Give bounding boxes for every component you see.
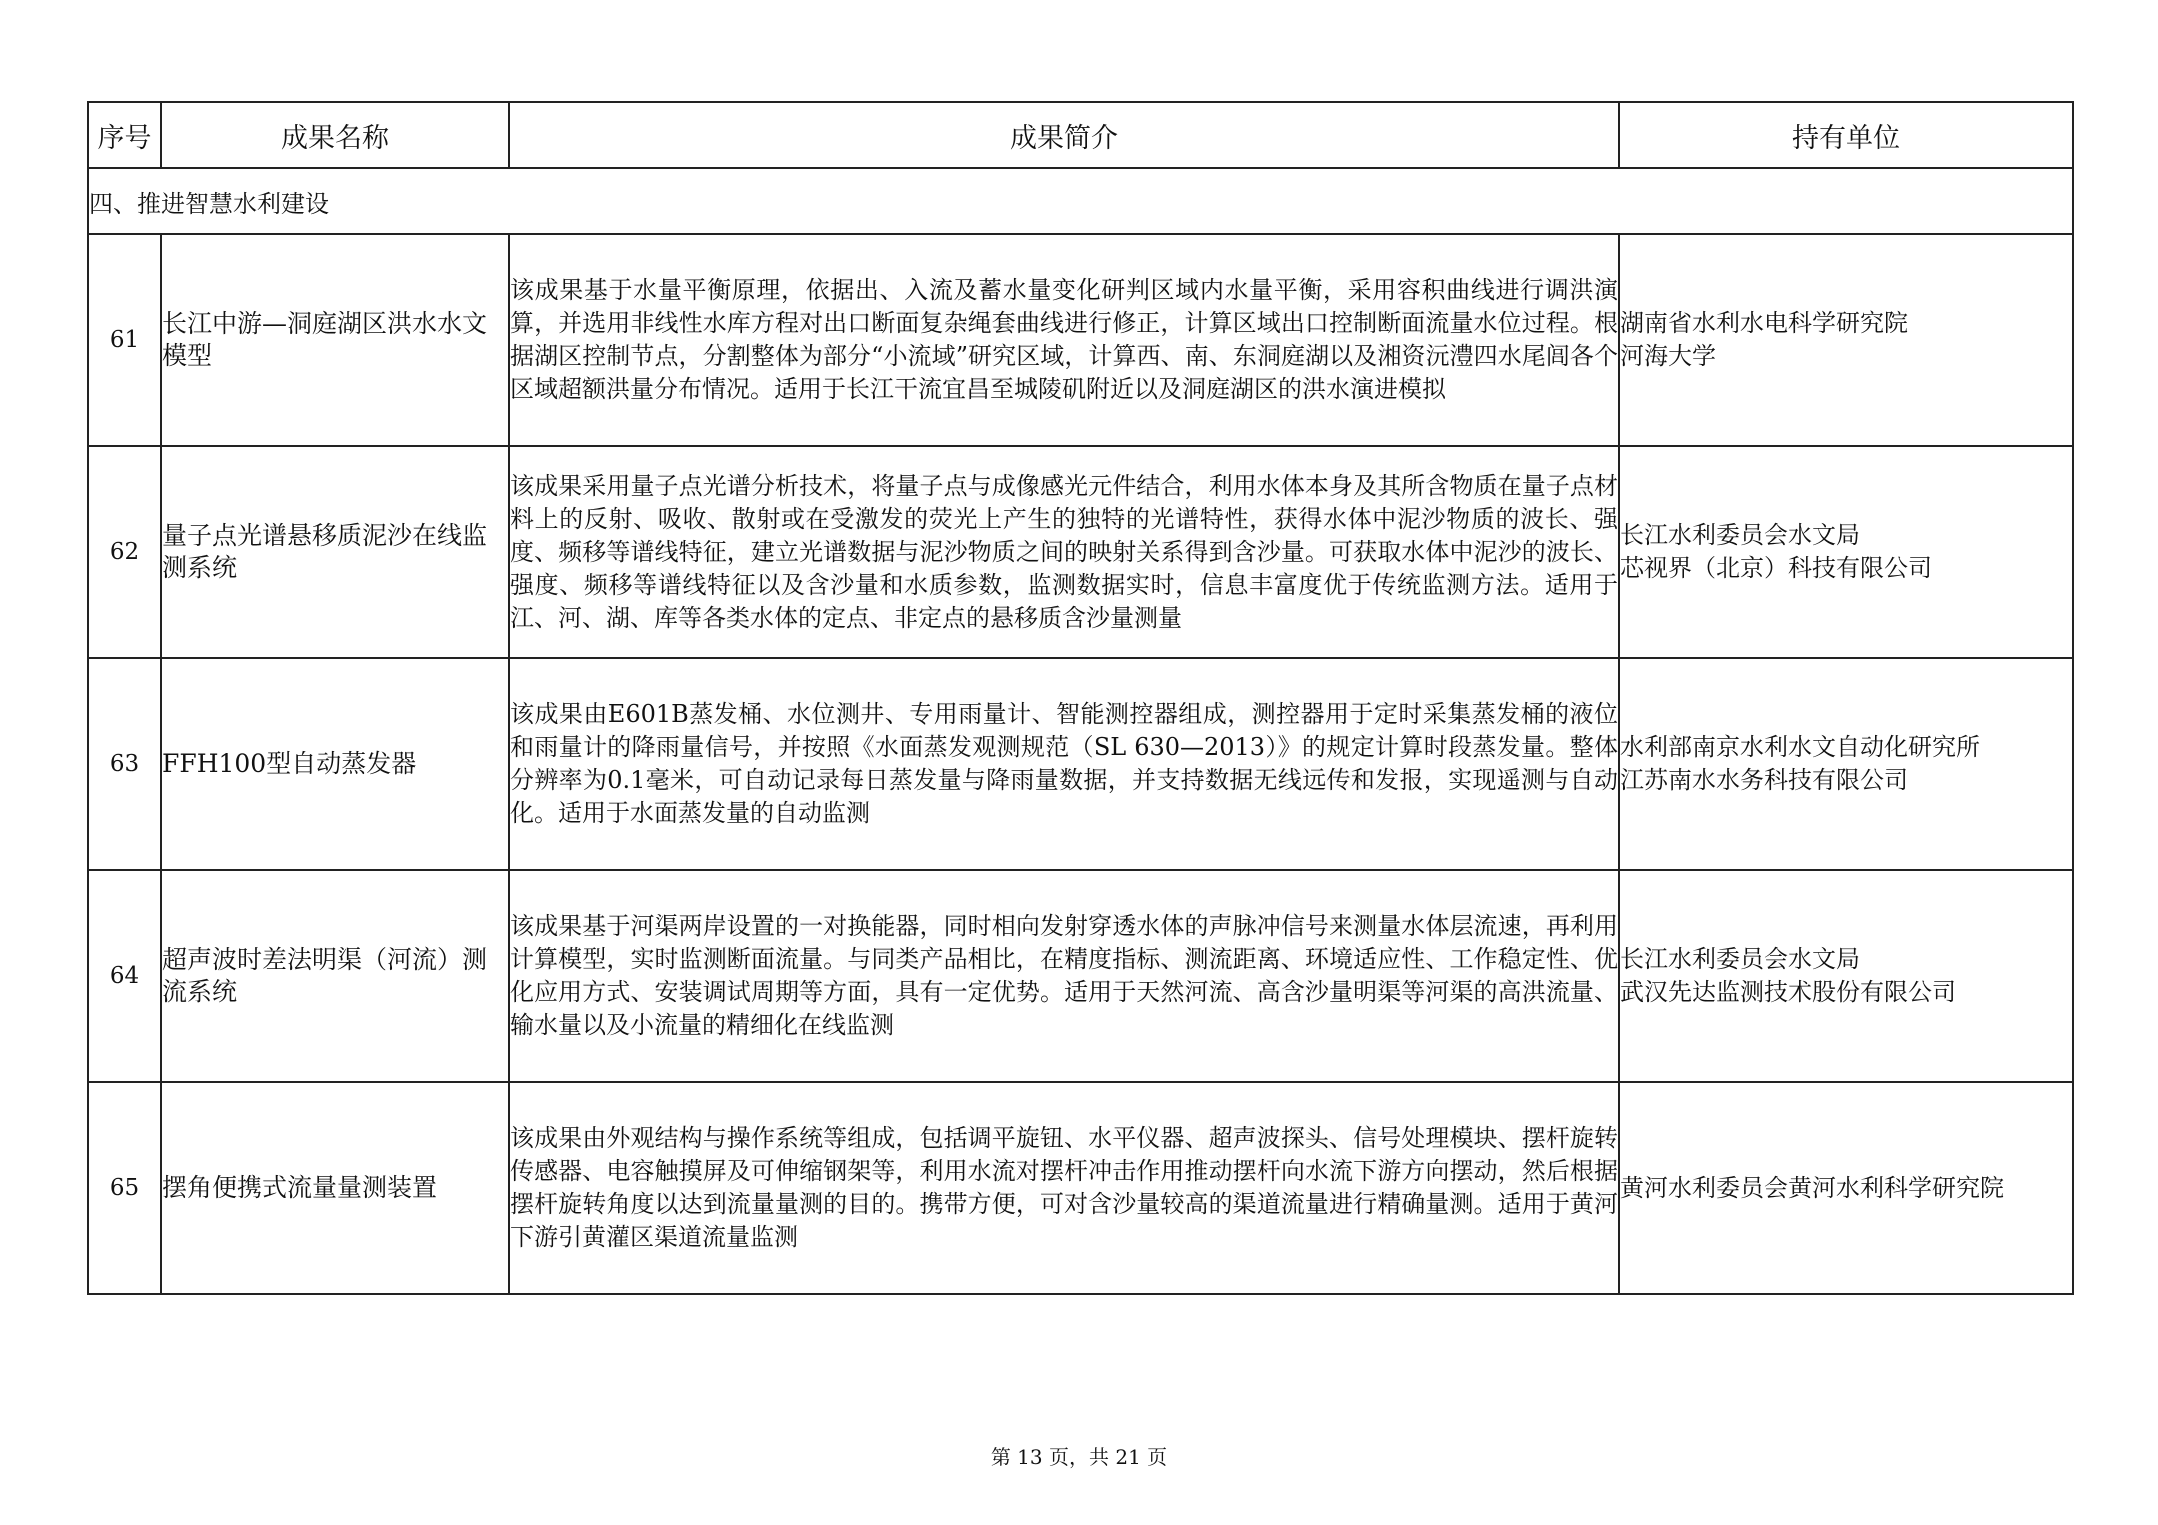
table-row: [88, 870, 2073, 1082]
holder-units: [1619, 1082, 2073, 1294]
holder-unit: 黄河水利委员会黄河水利科学研究院: [1620, 1173, 2004, 1202]
row-number: 61: [88, 234, 161, 446]
page-footer: 第 13 页，共 21 页: [990, 1445, 1168, 1469]
achievement-description: 该成果由E601B蒸发桶、水位测井、专用雨量计、智能测控器组成，测控器用于定时采集蒸发桶的液位和雨量计的降雨量信号，并按照《水面蒸发观测规范（SL 630—2013）》的规定计算时段蒸发量。整体分辨率为0.1毫米，可自动记录每日蒸发量与降雨量数据，并支持数据无线远传和发报，实现遥测与自动化。适用于水面蒸发量的自动监测: [509, 658, 1619, 870]
achievement-name: FFH100型自动蒸发器: [161, 658, 509, 870]
header-org: 持有单位: [1619, 102, 2073, 168]
table-row: [88, 446, 2073, 658]
header-desc: 成果简介: [509, 102, 1619, 168]
holder-unit: 芯视界（北京）科技有限公司: [1620, 554, 1932, 582]
achievement-name: 摆角便携式流量量测装置: [161, 1082, 509, 1294]
achievement-description: 该成果由外观结构与操作系统等组成，包括调平旋钮、水平仪器、超声波探头、信号处理模块、摆杆旋转传感器、电容触摸屏及可伸缩钢架等，利用水流对摆杆冲击作用推动摆杆向水流下游方向摆动，然后根据摆杆旋转角度以达到流量量测的目的。携带方便，可对含沙量较高的渠道流量进行精确量测。适用于黄河下游引黄灌区渠道流量监测: [509, 1082, 1619, 1294]
achievement-name: 超声波时差法明渠（河流）测流系统: [161, 870, 509, 1082]
header-name: 成果名称: [161, 102, 509, 168]
section-row: [88, 168, 2073, 234]
holder-units: [1619, 446, 2073, 658]
row-number: 63: [88, 658, 161, 870]
holder-unit: 水利部南京水利水文自动化研究所: [1620, 733, 1980, 761]
holder-units: [1619, 870, 2073, 1082]
holder-units: [1619, 234, 2073, 446]
results-table: [87, 101, 2074, 1295]
achievement-description: 该成果采用量子点光谱分析技术，将量子点与成像感光元件结合，利用水体本身及其所含物质在量子点材料上的反射、吸收、散射或在受激发的荧光上产生的独特的光谱特性，获得水体中泥沙物质的波长、强度、频移等谱线特征，建立光谱数据与泥沙物质之间的映射关系得到含沙量。可获取水体中泥沙的波长、强度、频移等谱线特征以及含沙量和水质参数，监测数据实时，信息丰富度优于传统监测方法。适用于江、河、湖、库等各类水体的定点、非定点的悬移质含沙量测量: [509, 446, 1619, 658]
holder-unit: 湖南省水利水电科学研究院: [1620, 309, 1908, 337]
achievement-name: 长江中游—洞庭湖区洪水水文模型: [161, 234, 509, 446]
row-number: 64: [88, 870, 161, 1082]
row-number: 65: [88, 1082, 161, 1294]
holder-unit: 长江水利委员会水文局: [1620, 945, 1860, 973]
holder-unit: 长江水利委员会水文局: [1620, 521, 1860, 549]
holder-unit: 河海大学: [1620, 342, 1716, 370]
holder-unit: 武汉先达监测技术股份有限公司: [1620, 978, 1956, 1006]
achievement-description: 该成果基于水量平衡原理，依据出、入流及蓄水量变化研判区域内水量平衡，采用容积曲线进行调洪演算，并选用非线性水库方程对出口断面复杂绳套曲线进行修正，计算区域出口控制断面流量水位过程。根据湖区控制节点，分割整体为部分“小流域”研究区域，计算西、南、东洞庭湖以及湘资沅澧四水尾闾各个区域超额洪量分布情况。适用于长江干流宜昌至城陵矶附近以及洞庭湖区的洪水演进模拟: [509, 234, 1619, 446]
holder-units: [1619, 658, 2073, 870]
achievement-description: 该成果基于河渠两岸设置的一对换能器，同时相向发射穿透水体的声脉冲信号来测量水体层流速，再利用计算模型，实时监测断面流量。与同类产品相比，在精度指标、测流距离、环境适应性、工作稳定性、优化应用方式、安装调试周期等方面，具有一定优势。适用于天然河流、高含沙量明渠等河渠的高洪流量、输水量以及小流量的精细化在线监测: [509, 870, 1619, 1082]
header-num: 序号: [88, 102, 161, 168]
section-title: 四、推进智慧水利建设: [88, 168, 2073, 234]
table-row: [88, 1082, 2073, 1294]
table-row: [88, 234, 2073, 446]
holder-unit: 江苏南水水务科技有限公司: [1620, 766, 1908, 794]
row-number: 62: [88, 446, 161, 658]
achievement-name: 量子点光谱悬移质泥沙在线监测系统: [161, 446, 509, 658]
header-row: [88, 102, 2073, 168]
table-row: [88, 658, 2073, 870]
